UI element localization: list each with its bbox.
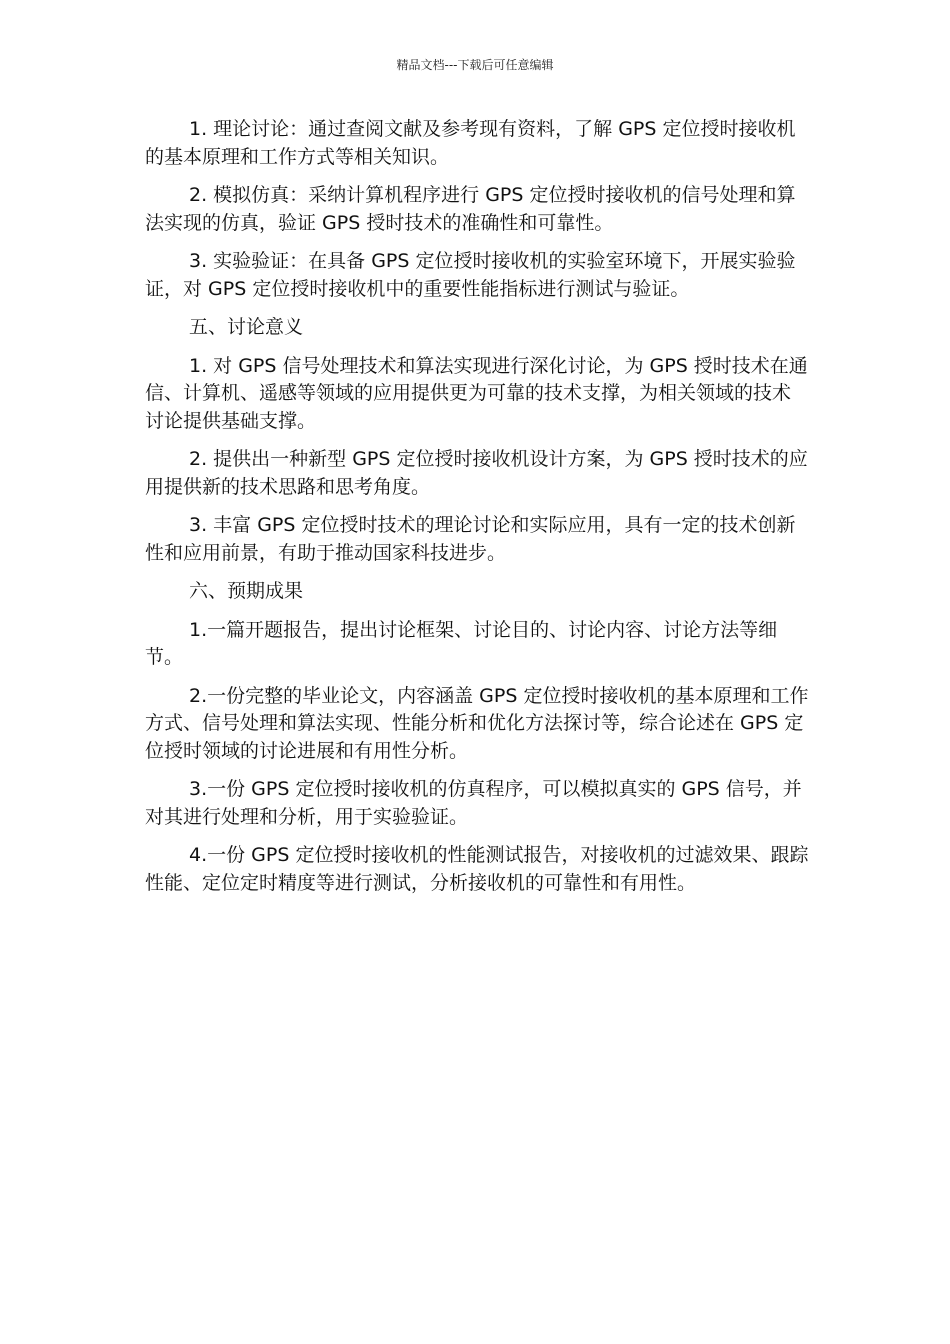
expected-result-2: 2.一份完整的毕业论文，内容涵盖 GPS 定位授时接收机的基本原理和工作方式、信号处理和算法实现、性能分析和优化方法探讨等，综合论述在 GPS 定位授时领域的讨论进展和有用性分析。 [145,684,809,762]
method-simulation-paragraph: 2. 模拟仿真：采纳计算机程序进行 GPS 定位授时接收机的信号处理和算法实现的仿真，验证 GPS 授时技术的准确性和可靠性。 [145,184,796,234]
document-body [145,116,809,908]
expected-result-4: 4.一份 GPS 定位授时接收机的性能测试报告，对接收机的过滤效果、跟踪性能、定位定时精度等进行测试，分析接收机的可靠性和有用性。 [145,844,809,894]
significance-item-2: 2. 提供出一种新型 GPS 定位授时接收机设计方案，为 GPS 授时技术的应用提供新的技术思路和思考角度。 [145,448,808,498]
page-header: 精品文档---下载后可任意编辑 [396,58,554,72]
significance-item-3: 3. 丰富 GPS 定位授时技术的理论讨论和实际应用，具有一定的技术创新性和应用前景，有助于推动国家科技进步。 [145,514,796,564]
section-heading-significance: 五、讨论意义 [189,316,304,338]
expected-result-1: 1.一篇开题报告，提出讨论框架、讨论目的、讨论内容、讨论方法等细节。 [145,618,778,668]
significance-item-1: 1. 对 GPS 信号处理技术和算法实现进行深化讨论，为 GPS 授时技术在通信、计算机、遥感等领域的应用提供更为可靠的技术支撑，为相关领域的技术讨论提供基础支撑。 [145,354,808,432]
section-heading-expected-results: 六、预期成果 [189,580,304,602]
method-theory-paragraph: 1. 理论讨论：通过查阅文献及参考现有资料，了解 GPS 定位授时接收机的基本原理和工作方式等相关知识。 [145,118,796,168]
expected-result-3: 3.一份 GPS 定位授时接收机的仿真程序，可以模拟真实的 GPS 信号，并对其进行处理和分析，用于实验验证。 [145,778,802,828]
method-experiment-paragraph: 3. 实验验证：在具备 GPS 定位授时接收机的实验室环境下，开展实验验证，对 GPS 定位授时接收机中的重要性能指标进行测试与验证。 [145,250,796,300]
